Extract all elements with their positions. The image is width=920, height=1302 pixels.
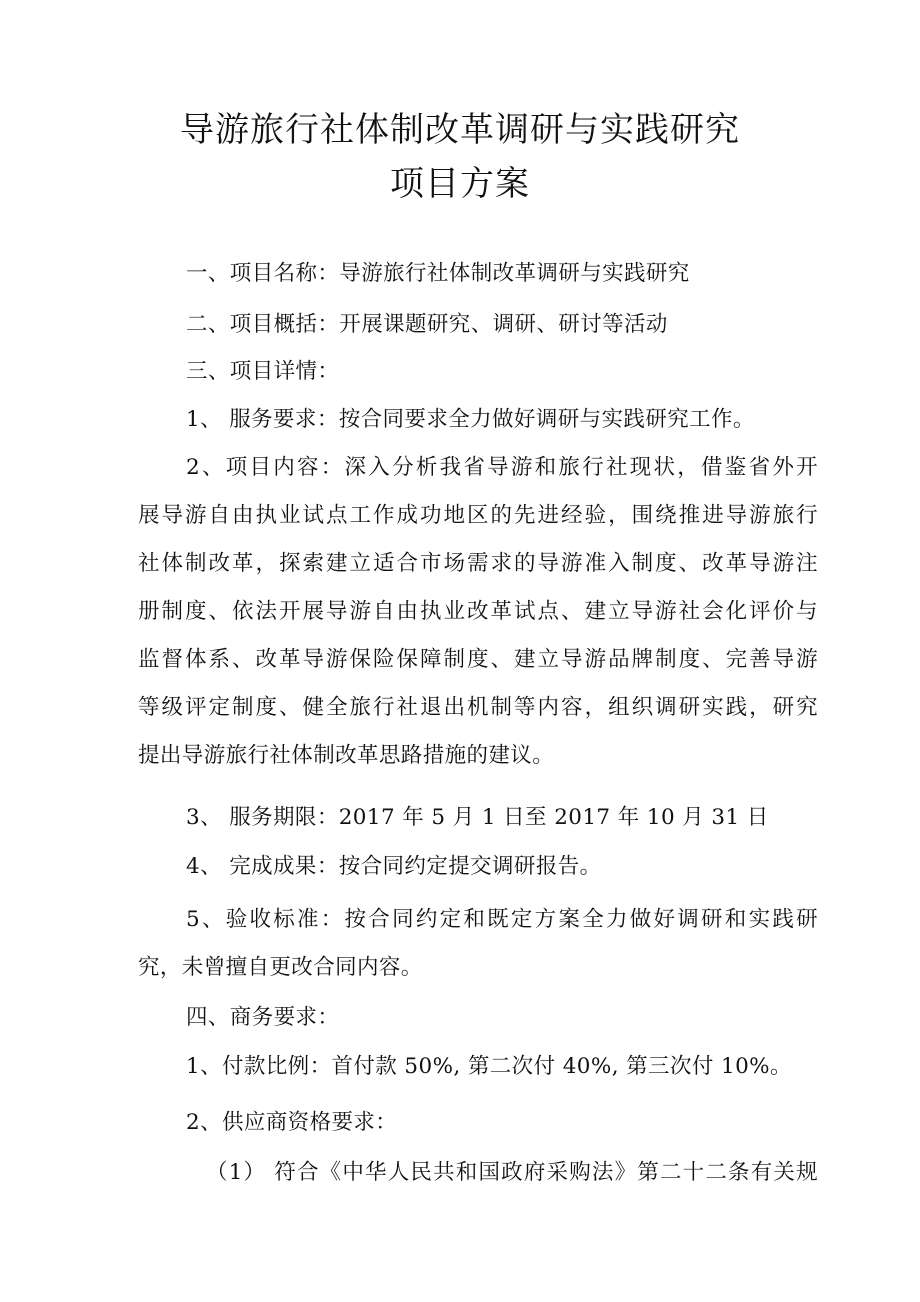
document-subtitle: 项目方案 [390,164,530,204]
content-paragraph-line: 展导游自由执业试点工作成功地区的先进经验，围绕推进导游旅行 [138,503,818,528]
content-paragraph-line: 社体制改革，探索建立适合市场需求的导游准入制度、改革导游注 [138,551,818,576]
service-period-line: 3、 服务期限：2017 年 5 月 1 日至 2017 年 10 月 31 日 [186,805,769,830]
payment-ratio-line: 1、付款比例：首付款 50%, 第二次付 40%, 第三次付 10%。 [186,1054,792,1079]
service-requirement-line: 1、 服务要求：按合同要求全力做好调研与实践研究工作。 [186,407,755,432]
supplier-qualification-line: 2、供应商资格要求： [186,1110,398,1135]
content-paragraph-line: 册制度、依法开展导游自由执业改革试点、建立导游社会化评价与 [138,599,818,624]
acceptance-standard-line: 究，未曾擅自更改合同内容。 [138,955,423,980]
content-paragraph-line: 等级评定制度、健全旅行社退出机制等内容，组织调研实践，研究 [138,695,818,720]
qualification-item-line: （1） 符合《中华人民共和国政府采购法》第二十二条有关规 [206,1160,818,1185]
content-paragraph-line: 提出导游旅行社体制改革思路措施的建议。 [138,743,555,768]
acceptance-standard-line: 5、验收标准：按合同约定和既定方案全力做好调研和实践研 [186,907,818,932]
business-requirements-heading: 四、商务要求： [186,1005,340,1030]
content-paragraph-line: 2、项目内容：深入分析我省导游和旅行社现状，借鉴省外开 [186,455,818,480]
project-summary-line: 二、项目概括：开展课题研究、调研、研讨等活动 [186,312,668,337]
deliverable-line: 4、 完成成果：按合同约定提交调研报告。 [186,854,602,879]
project-name-line: 一、项目名称：导游旅行社体制改革调研与实践研究 [186,261,690,286]
content-paragraph-line: 监督体系、改革导游保险保障制度、建立导游品牌制度、完善导游 [138,647,818,672]
project-details-heading: 三、项目详情： [186,359,340,384]
document-title: 导游旅行社体制改革调研与实践研究 [180,110,740,150]
